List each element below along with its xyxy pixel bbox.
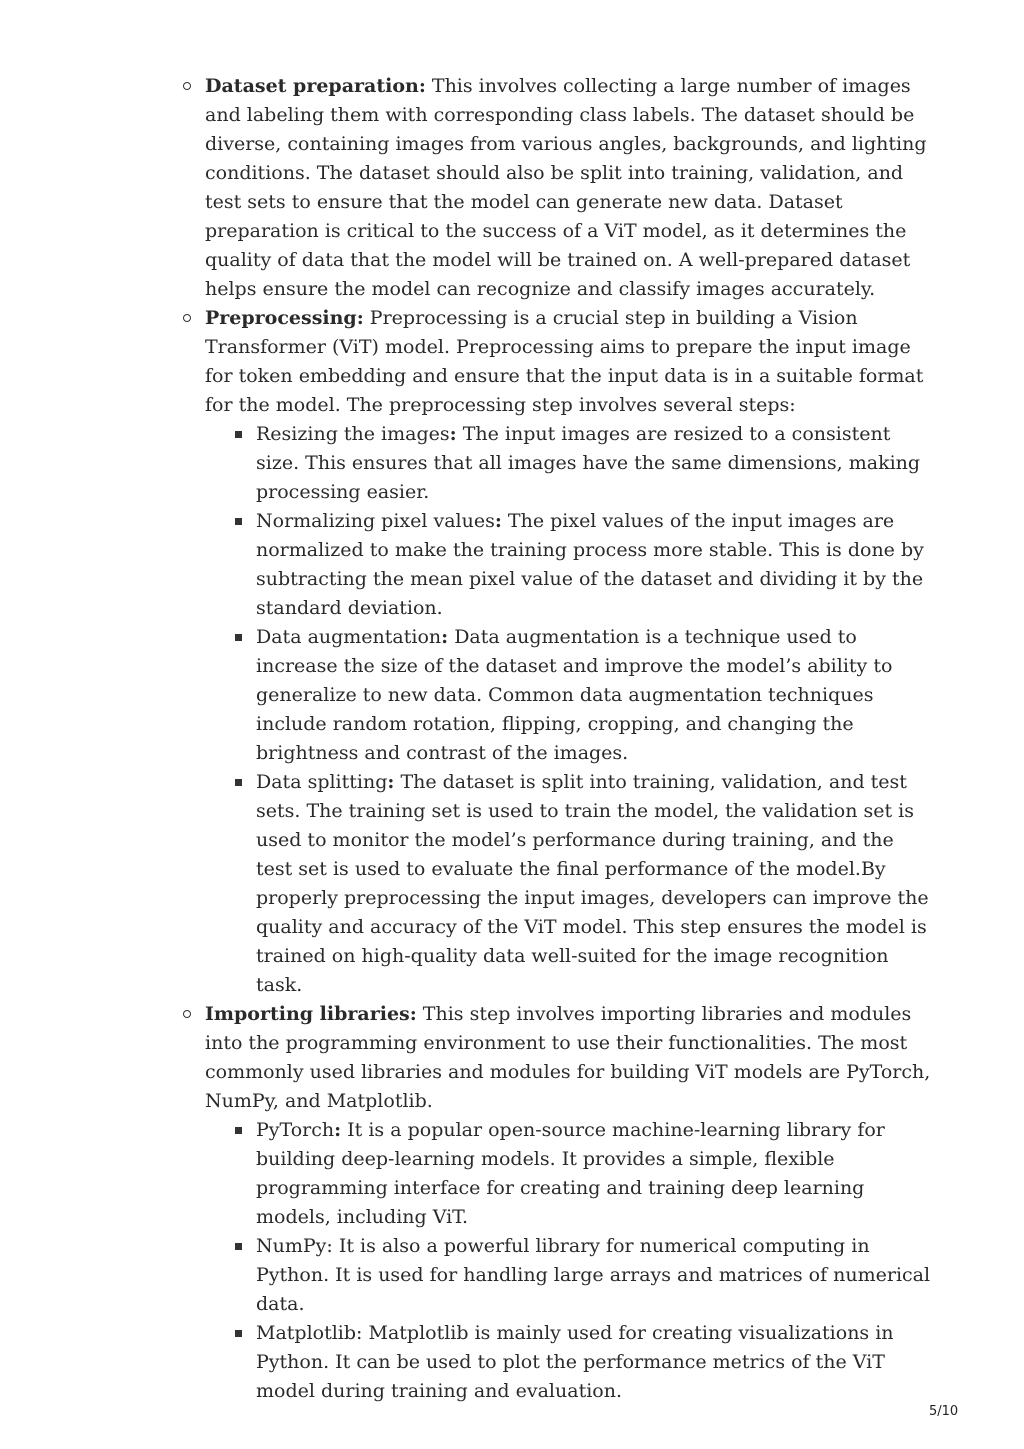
item-text: The input images are resized to a consistent size. This ensures that all images have the same dimensions, making processing easier.	[256, 423, 921, 503]
section-heading: Importing libraries:	[205, 1003, 417, 1025]
section-text: This involves collecting a large number of images and labeling them with corresponding class labels. The dataset should be diverse, containing images from various angles, backgrounds, and lighting conditions. The dataset should also be split into training, validation, and test sets to ensure that the model can generate new data. Dataset preparation is critical to the success of a ViT model, as it determines the quality of data that the model will be trained on. A well-prepared dataset helps ensure the model can recognize and classify images accurately.	[205, 75, 927, 300]
section-preprocessing	[182, 304, 932, 1000]
item-term: Normalizing pixel values	[256, 510, 495, 532]
section-text: Preprocessing is a crucial step in building a Vision Transformer (ViT) model. Preprocessing aims to prepare the input image for token embedding and ensure that the input data is in a suitable format for the model. The preprocessing step involves several steps:	[205, 307, 924, 416]
square-bullet-icon	[235, 518, 242, 525]
item-colon: :	[387, 771, 395, 793]
item-term: Data splitting	[256, 771, 388, 793]
list-item	[256, 1116, 932, 1232]
list-item	[256, 623, 932, 768]
square-bullet-icon	[235, 779, 242, 786]
list-item	[256, 420, 932, 507]
item-text: It is a popular open-source machine-learning library for building deep-learning models. It provides a simple, flexible programming interface for creating and training deep learning models, including ViT.	[256, 1119, 885, 1228]
square-bullet-icon	[235, 1243, 242, 1250]
section-heading: Dataset preparation:	[205, 75, 426, 97]
section-list	[182, 72, 932, 1406]
preprocessing-steps-list	[205, 420, 932, 1000]
list-item	[256, 1232, 932, 1319]
item-text: The dataset is split into training, validation, and test sets. The training set is used to train the model, the validation set is used to monitor the model’s performance during training, and the test set is used to evaluate the final performance of the model.By properly preprocessing the input images, developers can improve the quality and accuracy of the ViT model. This step ensures the model is trained on high-quality data well-suited for the image recognition task.	[256, 771, 929, 996]
section-dataset-preparation	[182, 72, 932, 304]
list-item	[256, 507, 932, 623]
section-text: This step involves importing libraries and modules into the programming environment to use their functionalities. The most commonly used libraries and modules for building ViT models are PyTorch, NumPy, and Matplotlib.	[205, 1003, 931, 1112]
square-bullet-icon	[235, 1127, 242, 1134]
section-importing-libraries	[182, 1000, 932, 1406]
square-bullet-icon	[235, 1330, 242, 1337]
item-term: Data augmentation	[256, 626, 442, 648]
list-item	[256, 768, 932, 1000]
document-body	[182, 72, 932, 1406]
circle-bullet-icon	[183, 314, 191, 322]
item-term: PyTorch	[256, 1119, 335, 1141]
circle-bullet-icon	[183, 82, 191, 90]
item-colon: :	[334, 1119, 342, 1141]
section-heading: Preprocessing:	[205, 307, 364, 329]
circle-bullet-icon	[183, 1010, 191, 1018]
square-bullet-icon	[235, 634, 242, 641]
libraries-list	[205, 1116, 932, 1406]
item-term: Matplotlib: Matplotlib is mainly used for creating visualizations in Python. It can be used to plot the performance metrics of the ViT model during training and evaluation.	[256, 1322, 894, 1402]
list-item	[256, 1319, 932, 1406]
square-bullet-icon	[235, 431, 242, 438]
item-text: Data augmentation is a technique used to increase the size of the dataset and improve the model’s ability to generalize to new data. Common data augmentation techniques include random rotation, flipping, cropping, and changing the brightness and contrast of the images.	[256, 626, 893, 764]
item-colon: :	[441, 626, 449, 648]
page-number: 5/10	[929, 1404, 959, 1419]
item-colon: :	[494, 510, 502, 532]
item-text: The pixel values of the input images are normalized to make the training process more stable. This is done by subtracting the mean pixel value of the dataset and dividing it by the standard deviation.	[256, 510, 924, 619]
item-colon: :	[449, 423, 457, 445]
item-term: Resizing the images	[256, 423, 450, 445]
item-term: NumPy: It is also a powerful library for numerical computing in Python. It is used for handling large arrays and matrices of numerical data.	[256, 1235, 931, 1315]
